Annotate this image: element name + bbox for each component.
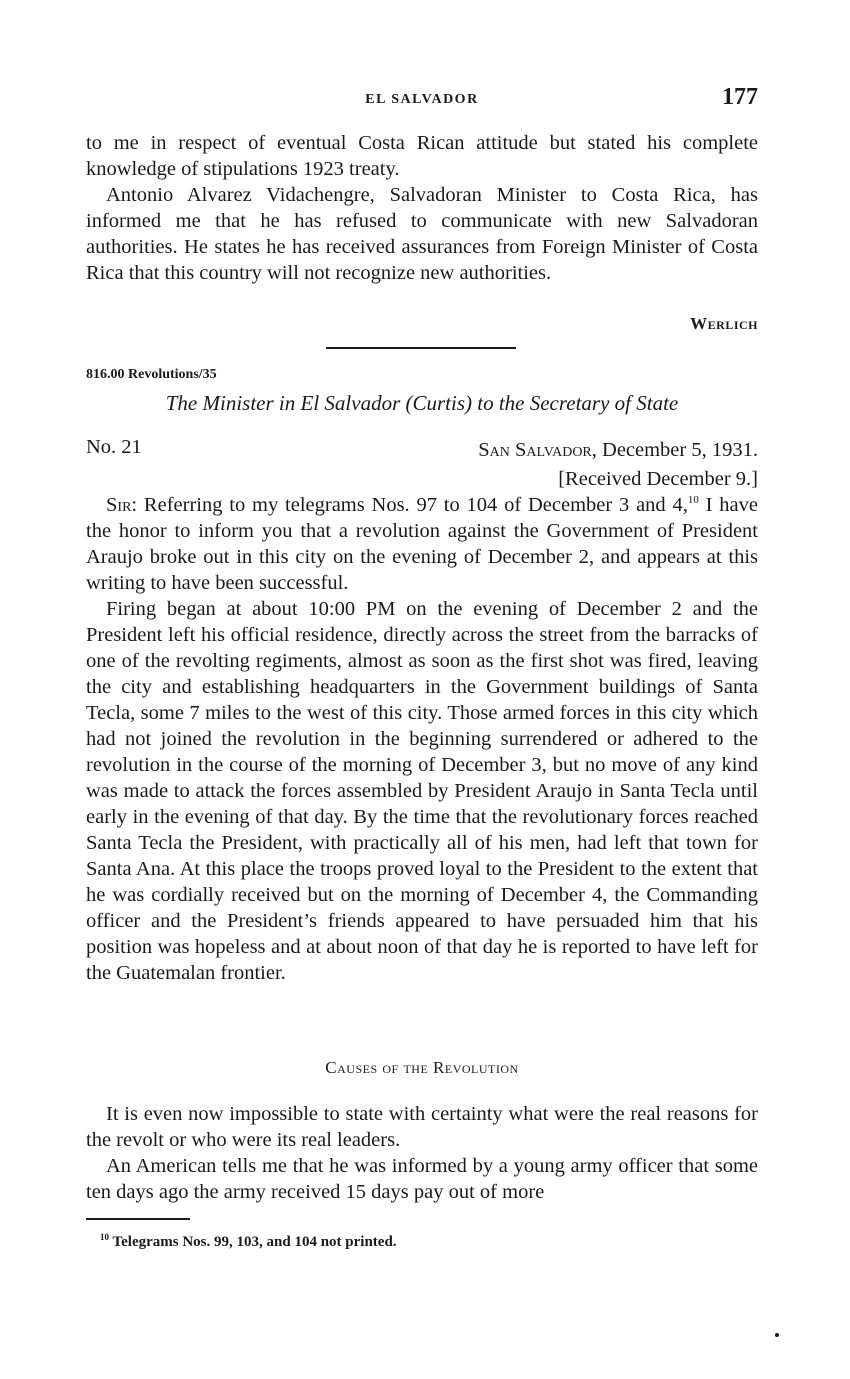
running-head: EL SALVADOR: [365, 92, 479, 107]
signature: Werlich: [690, 314, 758, 333]
dateline-date: , December 5, 1931.: [591, 439, 758, 461]
dateline: [478, 436, 758, 494]
continuation-block: [86, 130, 758, 286]
paragraph-1-rest: I have the honor to inform you that a revolution against the Government of President Araujo broke out in this city on the evening of December 2, and appears at this writing to have been successful.: [86, 494, 759, 594]
footnote: [100, 1232, 397, 1251]
received-note: [Received December 9.]: [558, 468, 758, 490]
section-heading: Causes of the Revolution: [325, 1058, 519, 1077]
footnote-number: 10: [100, 1232, 109, 1242]
salutation: Sir:: [106, 494, 138, 516]
file-reference: 816.00 Revolutions/35: [86, 367, 217, 382]
footnote-rule: [86, 1218, 190, 1220]
footnote-text: Telegrams Nos. 99, 103, and 104 not printed.: [112, 1234, 397, 1250]
continuation-paragraph-1: to me in respect of eventual Costa Rican attitude but stated his complete knowledge of stipulations 1923 treaty.: [86, 132, 758, 180]
paragraph-4: An American tells me that he was informed by a young army officer that some ten days ago the army received 15 days pay out of more: [86, 1155, 758, 1203]
document-title: The Minister in El Salvador (Curtis) to the Secretary of State: [165, 391, 679, 415]
paragraph-2: Firing began at about 10:00 PM on the evening of December 2 and the President left his official residence, directly across the street from the barracks of one of the revolting regiments, almost as soon as the first shot was fired, leaving the city and establishing headquarters in the Government buildings of Santa Tecla, some 7 miles to the west of this city. Those armed forces in this city which had not joined the revolution in the beginning surrendered or adhered to the revolution in the course of the morning of December 3, but no move of any kind was made to attack the forces assembled by President Araujo in Santa Tecla until early in the evening of that day. By the time that the revolutionary forces reached Santa Tecla the President, with practically all of his men, had left that town for Santa Ana. At this place the troops proved loyal to the President to the extent that he was cordially received but on the morning of December 4, the Commanding officer and the President’s friends appeared to have persuaded him that his position was hopeless and at about noon of that day he is reported to have left for the Guatemalan frontier.: [86, 598, 758, 984]
document-number: No. 21: [86, 436, 142, 458]
paragraph-3: It is even now impossible to state with certainty what were the real reasons for the revolt or who were its real leaders.: [86, 1103, 758, 1151]
section-divider: [326, 347, 516, 349]
letter-body-continued: [86, 1101, 758, 1205]
dateline-place: San Salvador: [478, 439, 592, 461]
page-number: 177: [722, 84, 758, 110]
paragraph-1: [86, 492, 758, 596]
letter-body: [86, 492, 758, 986]
footnote-reference: 10: [687, 494, 699, 507]
paragraph-1-text: Referring to my telegrams Nos. 97 to 104 of December 3 and 4,: [143, 494, 688, 516]
page-speck: [775, 1333, 779, 1337]
page-header: [86, 84, 758, 118]
continuation-paragraph-2: Antonio Alvarez Vidachengre, Salvadoran Minister to Costa Rica, has informed me that he has refused to communicate with new Salvadoran authorities. He states he has received assurances from Foreign Minister of Costa Rica that this country will not recognize new authorities.: [86, 184, 758, 284]
